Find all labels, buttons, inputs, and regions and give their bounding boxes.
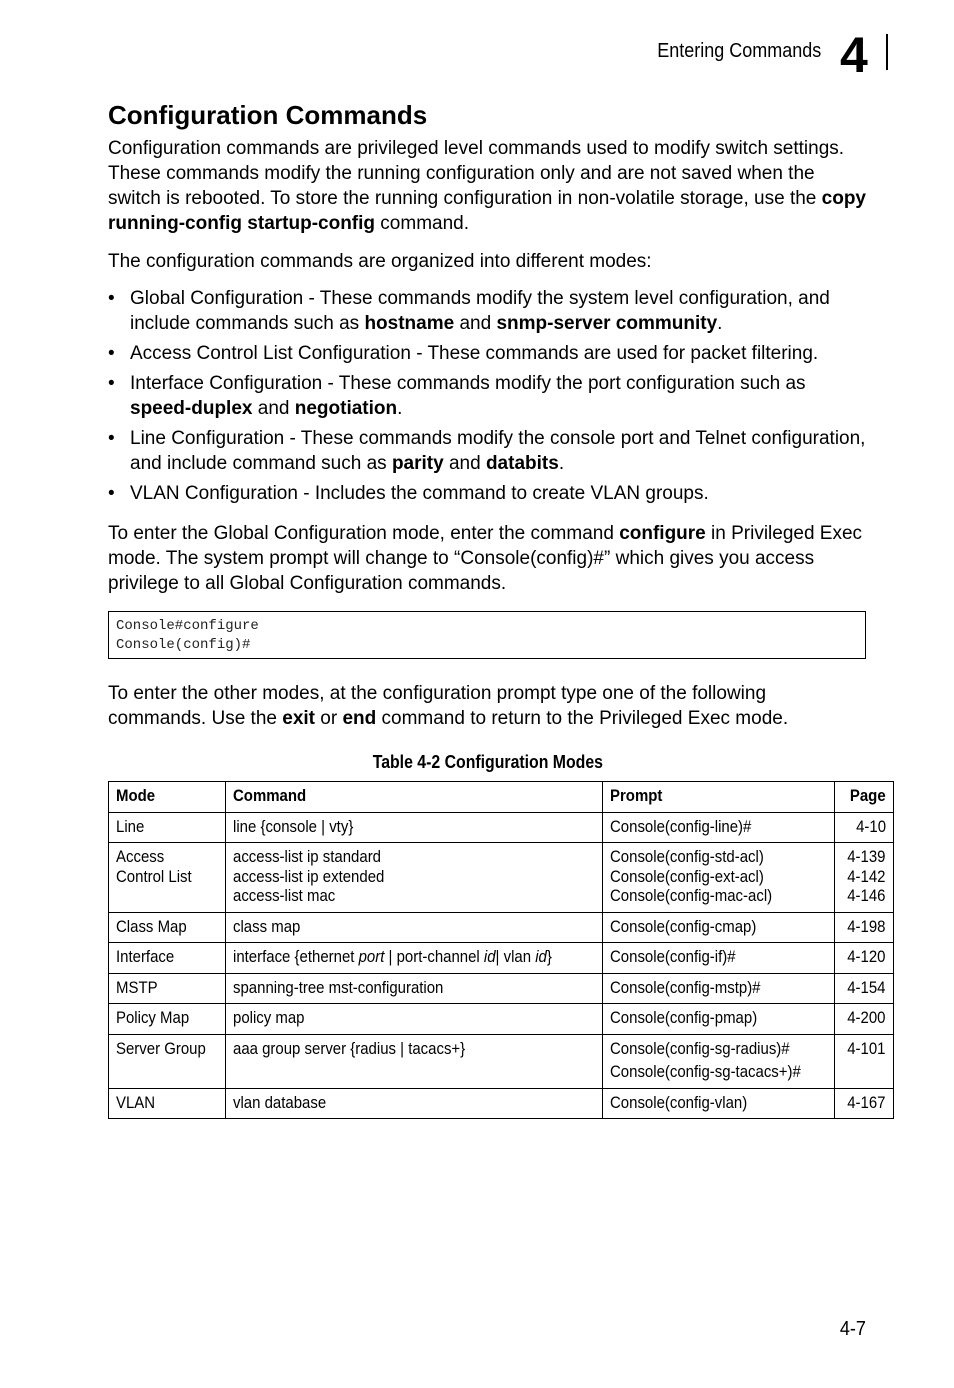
cell-text: 4-139 [847,847,886,866]
cell-text: spanning-tree mst-configuration [233,977,444,997]
page-cell [835,1088,893,1119]
table-row [109,812,894,843]
cell-text-part: } [546,947,552,966]
cell-text: Console(config-sg-radius)# [610,1038,790,1058]
prompt-cell [603,1004,835,1035]
cell-text: Control List [116,866,192,886]
cell-text: Class Map [116,916,187,936]
table-row [109,1004,894,1035]
list-item-text: and [443,453,486,474]
cell-text: Access [116,847,165,866]
global-config-paragraph [108,521,868,596]
cell-text: class map [233,916,301,936]
list-item [108,341,868,366]
list-item-text: . [558,453,565,474]
modes-intro-paragraph: The configuration commands are organized into different modes: [108,251,652,272]
cell-text: 4-120 [847,947,886,966]
mode-cell [109,943,226,974]
cell-text: Console(config-std-acl) [610,847,765,866]
paragraph-text: or [315,708,343,729]
cell-text: Interface [116,947,175,966]
chapter-number: 4 [840,27,868,83]
list-item-bold: negotiation [294,398,398,419]
list-item [108,481,868,506]
mode-cell [109,973,226,1004]
mode-cell [109,843,226,913]
cell-text: Server Group [116,1038,206,1058]
cell-text: line {console | vty} [233,816,354,836]
table-body [109,812,894,1119]
list-item-bold: databits [485,453,559,474]
page-cell [835,843,893,913]
cell-text: access-list ip standard [233,847,382,866]
page-cell [835,973,893,1004]
mode-cell [109,1034,226,1088]
command-cell [226,1004,603,1035]
cell-text-part: | vlan [495,947,536,966]
paragraph-bold: exit [282,708,315,729]
cell-text: Console(config-mstp)# [610,977,761,997]
paragraph-text: in Privileged Exec mode. The system prompt will change to “Console(config)#” which gives you access privilege to all Global Configuration commands. [108,523,863,594]
cell-text: 4-200 [847,1008,886,1027]
command-cell [226,1088,603,1119]
list-item [108,371,868,421]
page-cell [835,1034,893,1088]
page-number: 4-7 [839,1318,866,1340]
cell-text: Console(config-line)# [610,816,752,836]
header-text: Prompt [610,786,663,805]
table-header-row [109,782,894,813]
running-header-title: Entering Commands [656,40,821,62]
cell-text: 4-101 [847,1038,886,1058]
paragraph-bold: configure [619,523,706,544]
cell-text: 4-167 [847,1092,886,1112]
cell-text: access-list mac [233,886,336,905]
command-cell [226,912,603,943]
cell-text: 4-198 [847,916,886,936]
cell-text: Console(config-if)# [610,947,736,966]
page-cell [835,912,893,943]
cell-text: Console(config-pmap) [610,1008,758,1027]
list-item-bold: speed-duplex [130,398,253,419]
table-row [109,943,894,974]
list-item-text: Interface Configuration - These commands modify the port configuration such as [130,373,806,394]
table-caption-text: Table 4-2 Configuration Modes [372,752,604,772]
command-cell [226,943,603,974]
list-item-bold: snmp-server community [496,313,718,334]
page-cell [835,943,893,974]
cell-text [233,947,552,967]
paragraph-text: To enter the other modes, at the configuration prompt type one of the following commands. Use the [108,683,767,729]
section-heading: Configuration Commands [108,100,428,130]
list-item-text: Global Configuration - These commands modify the system level configuration, and include commands such as [130,288,830,334]
paragraph-bold: end [342,708,377,729]
header-text: Command [233,786,307,805]
table-row [109,973,894,1004]
prompt-cell [603,1088,835,1119]
list-item-text: Access Control List Configuration - These commands are used for packet filtering. [130,343,819,364]
cell-text: 4-146 [847,886,886,905]
header-text: Page [849,786,886,805]
list-item-bold: parity [391,453,444,474]
intro-bold-command: copy running-config startup-config [108,188,866,234]
prompt-cell [603,973,835,1004]
cell-text: Console(config-cmap) [610,916,757,936]
cell-text: Console(config-mac-acl) [610,886,773,905]
page-cell [835,812,893,843]
cell-text: Console(config-ext-acl) [610,866,765,886]
mode-cell [109,812,226,843]
header-cell [603,782,835,813]
command-cell [226,1034,603,1088]
cell-text-part: id [535,947,547,966]
cell-text: MSTP [116,977,158,997]
cell-text: 4-142 [847,866,886,886]
paragraph-text: command to return to the Privileged Exec mode. [376,708,789,729]
cell-text: Console(config-vlan) [610,1092,748,1112]
chapter-rule [886,34,888,70]
intro-paragraph [108,136,868,236]
table-row [109,1034,894,1088]
prompt-cell [603,912,835,943]
code-line: Console#configure [116,618,259,634]
list-item-text: . [397,398,403,419]
header-cell [226,782,603,813]
cell-text: 4-10 [855,816,886,836]
list-item [108,286,868,336]
list-item-text: . [717,313,723,334]
code-line: Console(config)# [116,637,251,653]
intro-tail: command. [375,213,469,234]
cell-text-part: interface {ethernet [233,947,359,966]
prompt-cell [603,843,835,913]
cell-text: aaa group server {radius | tacacs+} [233,1038,466,1058]
cell-text: Line [116,816,145,836]
table-row [109,1088,894,1119]
prompt-cell [603,1034,835,1088]
list-item-text: VLAN Configuration - Includes the command to create VLAN groups. [130,483,709,504]
mode-cell [109,912,226,943]
table-row [109,843,894,913]
prompt-cell [603,812,835,843]
cell-text: Console(config-sg-tacacs+)# [610,1062,802,1081]
header-cell [835,782,893,813]
table-row [109,912,894,943]
command-cell [226,843,603,913]
page-cell [835,1004,893,1035]
mode-cell [109,1088,226,1119]
cell-text-part: port [358,947,385,966]
list-item-text: and [252,398,295,419]
cell-text: VLAN [116,1092,156,1112]
cell-text-part: id [483,947,496,966]
list-item-bold: hostname [364,313,455,334]
list-item-text: Line Configuration - These commands modify the console port and Telnet configuration, and include command such as [130,428,866,474]
other-modes-paragraph [108,681,868,731]
list-item-text: and [454,313,497,334]
modes-list [108,286,868,511]
configuration-modes-table [108,781,894,1119]
paragraph-text: To enter the Global Configuration mode, enter the command [108,523,620,544]
command-cell [226,812,603,843]
list-item [108,426,868,476]
prompt-cell [603,943,835,974]
header-text: Mode [116,786,156,805]
mode-cell [109,1004,226,1035]
code-example [108,611,866,659]
cell-text-part: | port-channel [384,947,484,966]
cell-text: vlan database [233,1092,327,1112]
cell-text: 4-154 [847,977,886,997]
cell-text: Policy Map [116,1008,190,1027]
cell-text: policy map [233,1008,305,1027]
intro-text: Configuration commands are privileged level commands used to modify switch settings. These commands modify the running configuration only and are not saved when the switch is rebooted. To store the running configuration in non-volatile storage, use the [108,138,845,209]
command-cell [226,973,603,1004]
cell-text: access-list ip extended [233,866,385,886]
table-caption [108,752,868,773]
header-cell [109,782,226,813]
